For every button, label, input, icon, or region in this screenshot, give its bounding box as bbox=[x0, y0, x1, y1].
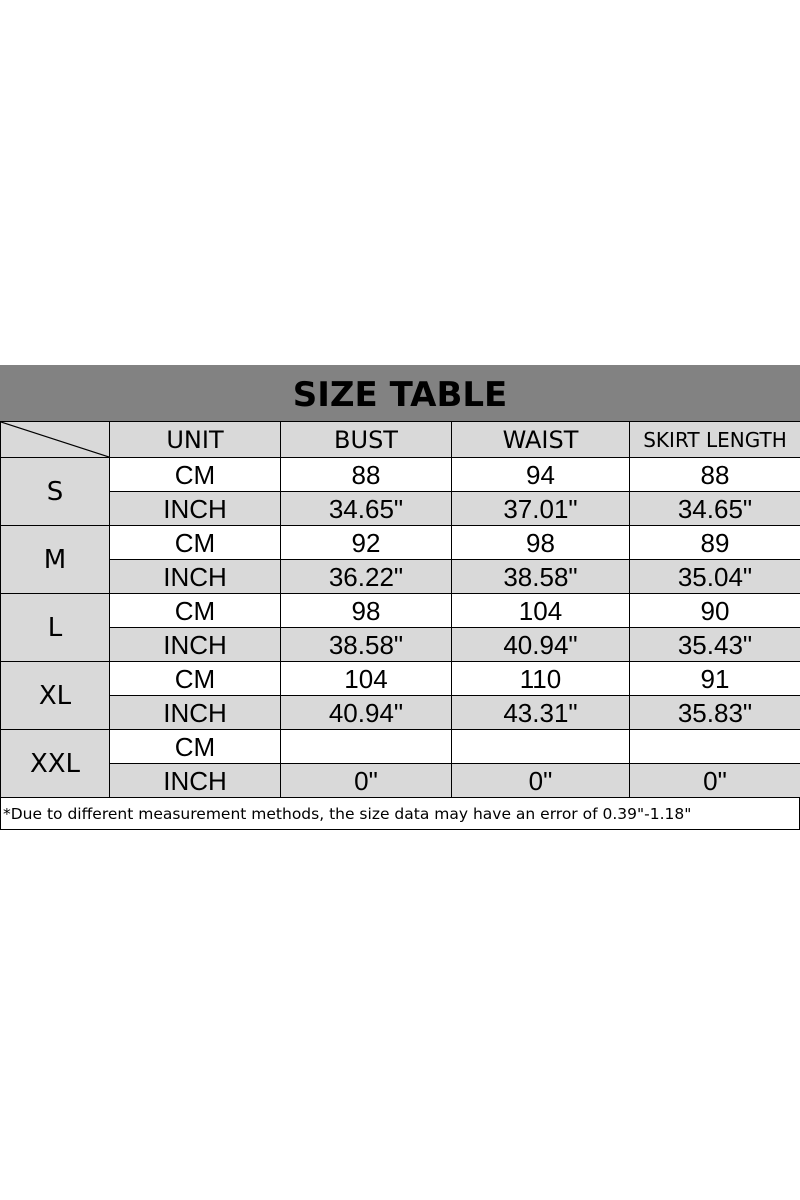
corner-cell bbox=[1, 422, 110, 458]
measurement-note: *Due to different measurement methods, the size data may have an error of 0.39"-1.18" bbox=[0, 798, 800, 830]
table-row bbox=[1, 458, 800, 492]
cell-skirt-length: 0" bbox=[630, 764, 800, 798]
table-row bbox=[1, 594, 800, 628]
size-label: L bbox=[1, 594, 110, 662]
table-row bbox=[1, 662, 800, 696]
header-bust: BUST bbox=[281, 422, 452, 458]
header-skirt-length: SKIRT LENGTH bbox=[630, 422, 800, 458]
size-table bbox=[0, 365, 800, 830]
cell-bust: 98 bbox=[281, 594, 452, 628]
cell-unit: INCH bbox=[110, 560, 281, 594]
header-waist: WAIST bbox=[452, 422, 630, 458]
cell-skirt-length: 90 bbox=[630, 594, 800, 628]
cell-skirt-length: 91 bbox=[630, 662, 800, 696]
size-grid bbox=[0, 421, 800, 798]
cell-skirt-length bbox=[630, 730, 800, 764]
cell-waist: 38.58" bbox=[452, 560, 630, 594]
cell-skirt-length: 35.04" bbox=[630, 560, 800, 594]
cell-skirt-length: 88 bbox=[630, 458, 800, 492]
diagonal-divider-icon bbox=[1, 422, 109, 457]
cell-waist: 94 bbox=[452, 458, 630, 492]
table-row bbox=[1, 628, 800, 662]
size-label: XXL bbox=[1, 730, 110, 798]
cell-bust: 0" bbox=[281, 764, 452, 798]
cell-bust bbox=[281, 730, 452, 764]
cell-bust: 36.22" bbox=[281, 560, 452, 594]
cell-skirt-length: 89 bbox=[630, 526, 800, 560]
cell-skirt-length: 34.65" bbox=[630, 492, 800, 526]
cell-waist: 40.94" bbox=[452, 628, 630, 662]
cell-unit: CM bbox=[110, 662, 281, 696]
cell-waist bbox=[452, 730, 630, 764]
cell-waist: 0" bbox=[452, 764, 630, 798]
cell-waist: 110 bbox=[452, 662, 630, 696]
cell-unit: CM bbox=[110, 730, 281, 764]
cell-bust: 104 bbox=[281, 662, 452, 696]
cell-bust: 34.65" bbox=[281, 492, 452, 526]
cell-bust: 40.94" bbox=[281, 696, 452, 730]
cell-unit: CM bbox=[110, 594, 281, 628]
size-label: S bbox=[1, 458, 110, 526]
cell-bust: 92 bbox=[281, 526, 452, 560]
header-unit: UNIT bbox=[110, 422, 281, 458]
size-label: M bbox=[1, 526, 110, 594]
cell-waist: 43.31" bbox=[452, 696, 630, 730]
cell-unit: INCH bbox=[110, 696, 281, 730]
size-label: XL bbox=[1, 662, 110, 730]
cell-unit: INCH bbox=[110, 492, 281, 526]
cell-bust: 38.58" bbox=[281, 628, 452, 662]
cell-unit: CM bbox=[110, 526, 281, 560]
cell-unit: INCH bbox=[110, 764, 281, 798]
cell-bust: 88 bbox=[281, 458, 452, 492]
cell-skirt-length: 35.83" bbox=[630, 696, 800, 730]
cell-skirt-length: 35.43" bbox=[630, 628, 800, 662]
table-row bbox=[1, 560, 800, 594]
table-row bbox=[1, 696, 800, 730]
cell-unit: CM bbox=[110, 458, 281, 492]
cell-waist: 98 bbox=[452, 526, 630, 560]
table-row bbox=[1, 492, 800, 526]
size-table-title: SIZE TABLE bbox=[0, 365, 800, 421]
cell-waist: 37.01" bbox=[452, 492, 630, 526]
cell-unit: INCH bbox=[110, 628, 281, 662]
table-row bbox=[1, 526, 800, 560]
table-row bbox=[1, 764, 800, 798]
cell-waist: 104 bbox=[452, 594, 630, 628]
table-row bbox=[1, 730, 800, 764]
header-row bbox=[1, 422, 800, 458]
